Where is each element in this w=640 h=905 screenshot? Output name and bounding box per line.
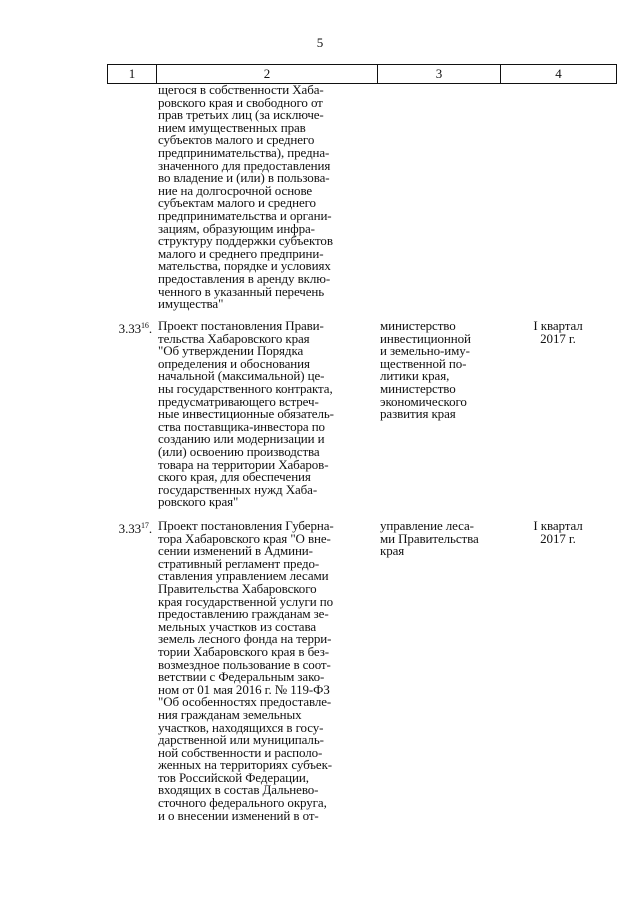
row-number: 3.33$^{17}$.	[118, 521, 152, 536]
row-title: Проект постановления Прави- тельства Хабаровского края "Об утверждении Порядка определения и обоснования начальной (максимальной) це- ны государственного контракта, предусматривающего встреч- ные инвестиционные обязатель- ства поставщика-инвестора по созданию или модернизации и (или) освоению производства товара на территории Хабаров- ского края, для обеспечения государственных нужд Хаба- ровского края"	[158, 318, 334, 510]
row-deadline: I квартал 2017 г.	[533, 518, 583, 546]
row-responsible: министерство инвестиционной и земельно-иму- щественной по- литики края, министерство экономического развития края	[380, 318, 471, 422]
header-col-1: 1	[108, 65, 157, 83]
table-header-row	[107, 64, 617, 84]
row-number-superscript: 16	[141, 321, 149, 330]
row-number: 3.33$^{16}$.	[118, 321, 152, 336]
page-number: 5	[316, 35, 324, 50]
header-col-4: 4	[555, 66, 562, 81]
header-col-2: 2	[157, 65, 378, 83]
row-responsible: управление леса- ми Правительства края	[380, 518, 479, 559]
continuation-text: щегося в собственности Хаба- ровского края и свободного от прав третьих лиц (за исключе- нием имущественных прав субъектов малого и среднего предпринимательства), предна- значенного для предоставления во владение и (или) в пользова- ние на долгосрочной основе субъектам малого и среднего предпринимательства и органи- зациям, образующим инфра- структуру поддержки субъектов малого и среднего предприни- мательства, порядке и условиях предоставления в аренду вклю- ченного в указанный перечень имущества"	[158, 82, 333, 312]
row-title: Проект постановления Губерна- тора Хабаровского края "О вне- сении изменений в Админи- стративный регламент предо- ставления управлением лесами Правительства Хабаровского края государственной услуги по предоставлению гражданам зе- мельных участков из состава земель лесного фонда на терри- тории Хабаровского края в без- возмездное пользование в соот- ветствии с Федеральным зако- ном от 01 мая 2016 г. № 119-ФЗ "Об особенностях предоставле- ния гражданам земельных участков, находящихся в госу- дарственной или муниципаль- ной собственности и располо- женных на территориях субъек- тов Российской Федерации, входящих в состав Дальнево- сточного федерального округа, и о внесении изменений в от-	[158, 518, 334, 823]
header-col-3: 3	[378, 65, 501, 83]
row-number-superscript: 17	[141, 521, 149, 530]
row-deadline: I квартал 2017 г.	[533, 318, 583, 346]
